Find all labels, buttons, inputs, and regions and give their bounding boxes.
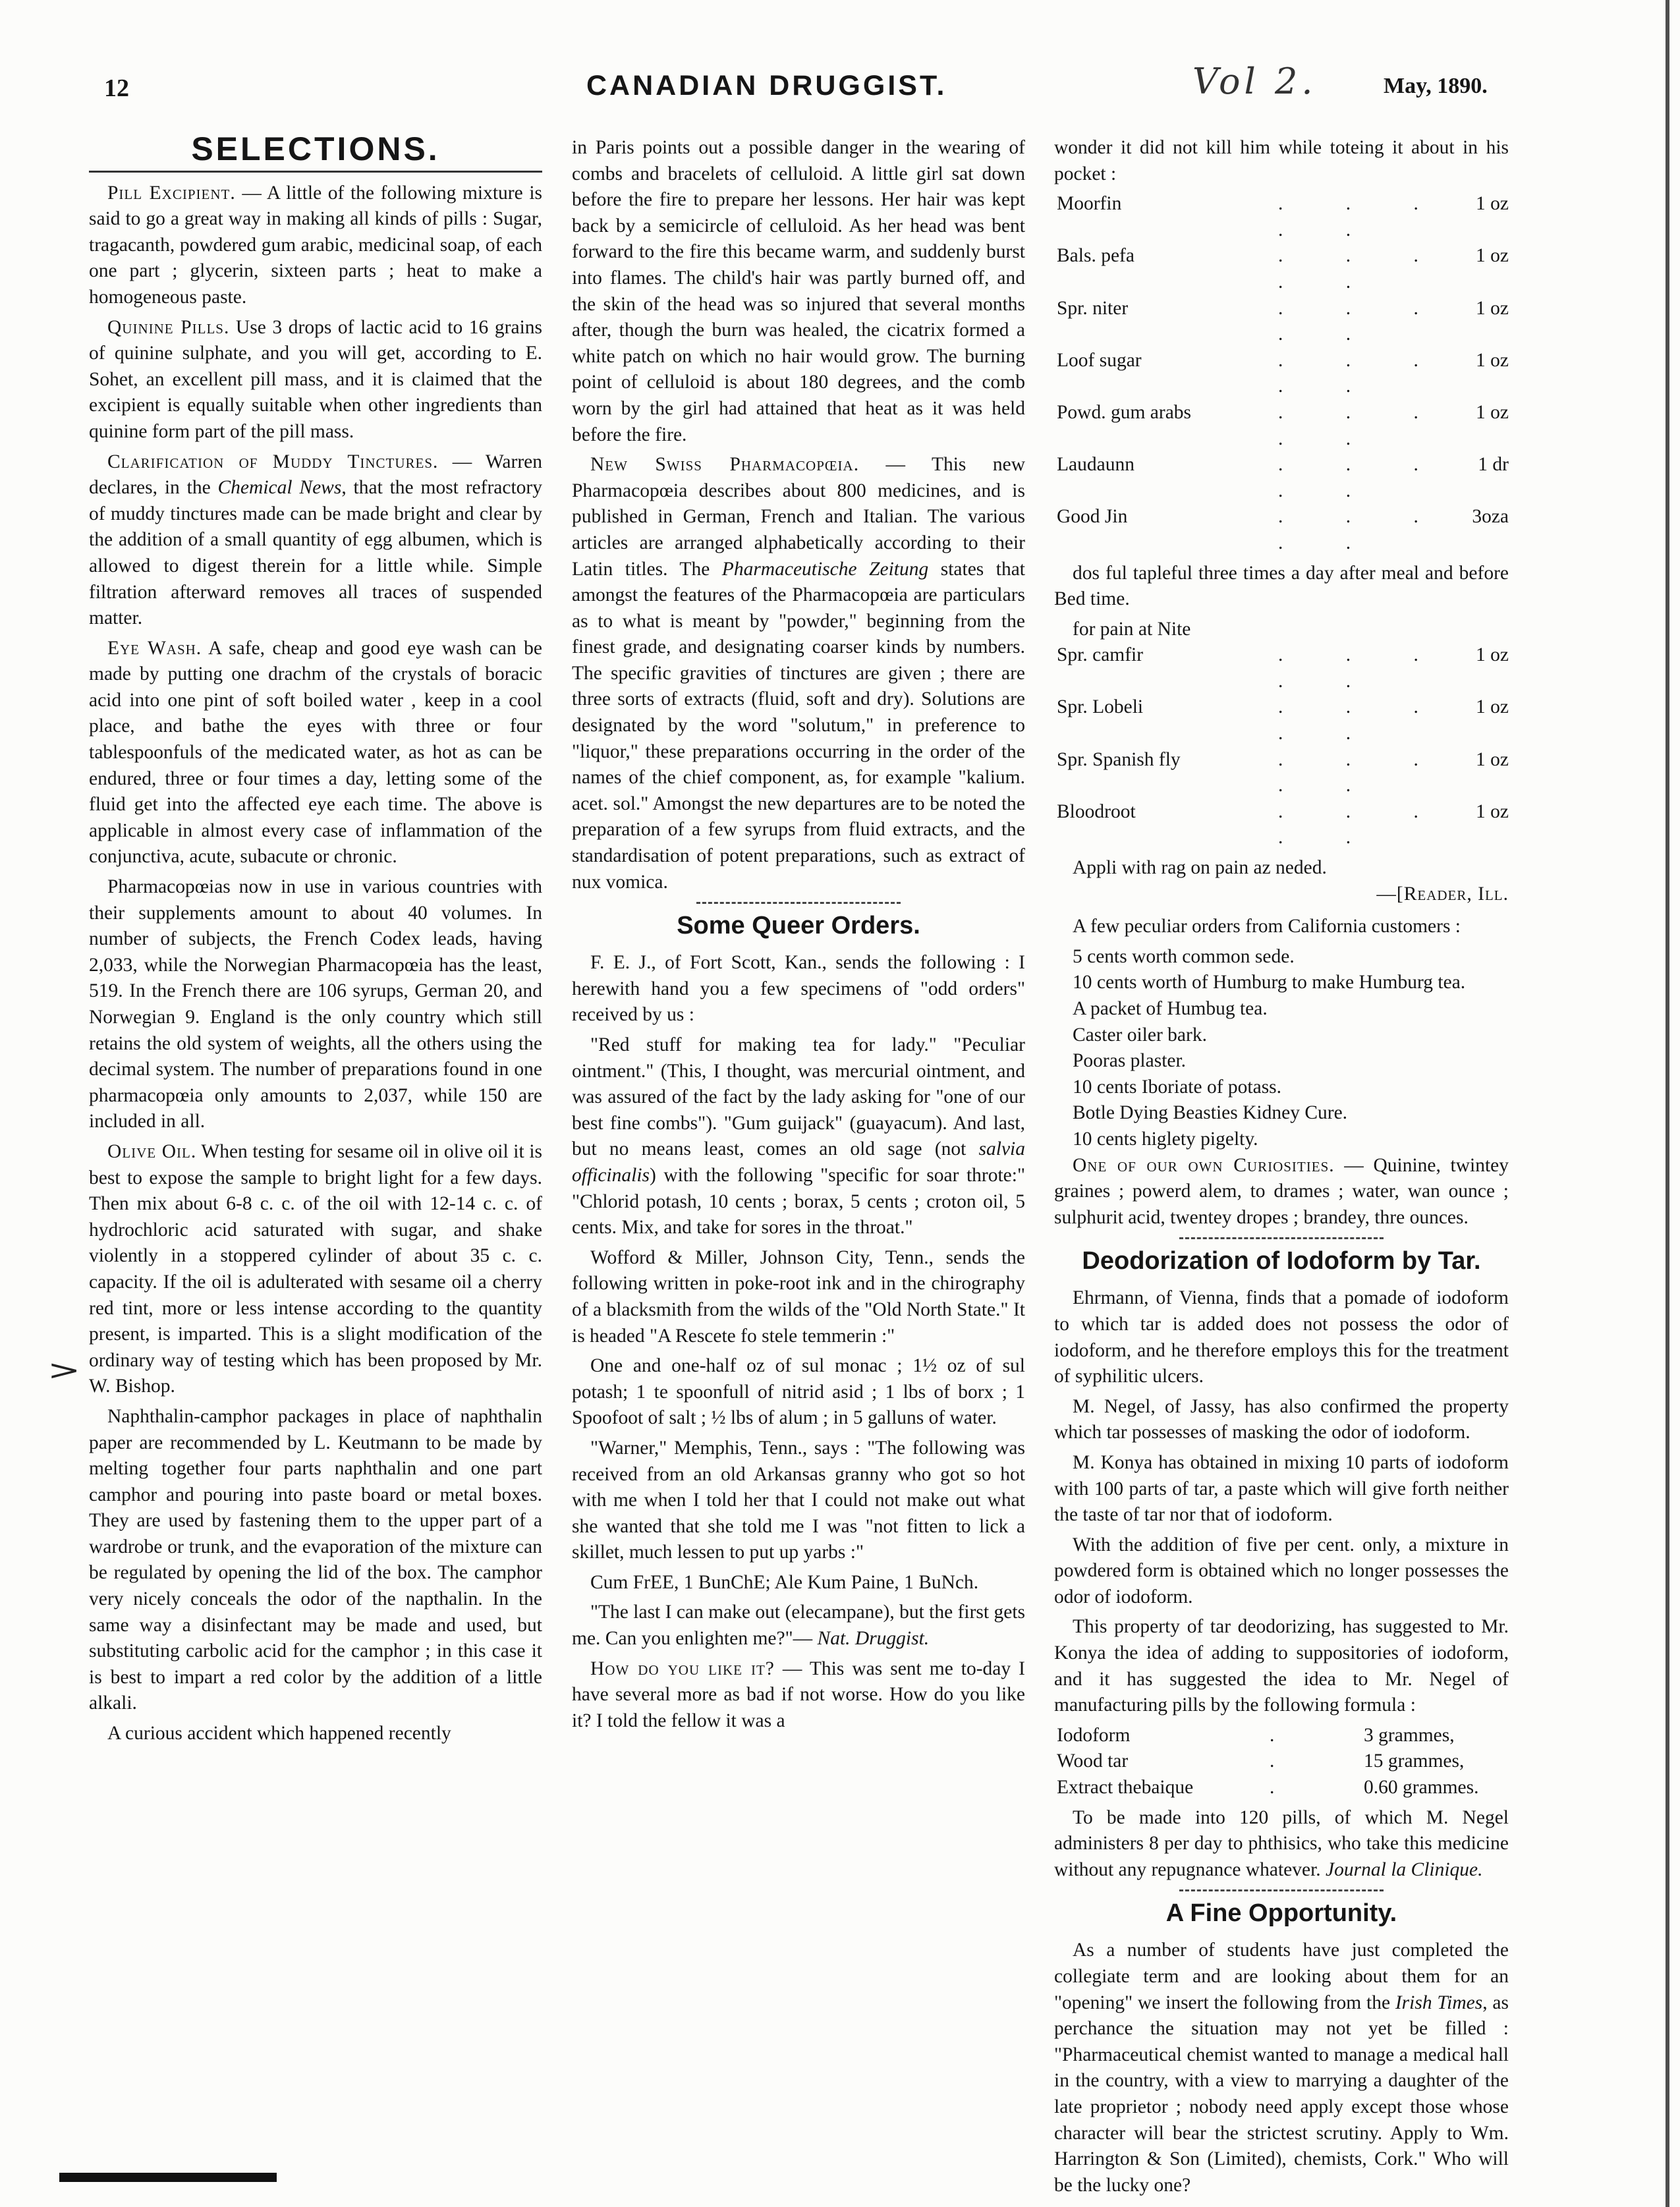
ingredient-quantity: 3 grammes, [1364, 1724, 1455, 1746]
heading-rule [89, 171, 542, 173]
order-item: Caster oiler bark. [1073, 1024, 1207, 1046]
article-title: Olive Oil. [107, 1140, 197, 1162]
ingredient-quantity: 1 oz [1476, 644, 1509, 666]
article-text: When testing for sesame oil in olive oil it is best to expose the sample to bright light for a few days. Then mix about 6-8 c. c. of the oil with 12-14 c. c. of hydrochloric acid saturated with sugar, and shake violently in a stoppered cylinder of about 35 c. c. capacity. If the oil is adulterated with sesame oil a cherry red tint, more or less intense according to the quantity present, is imparted. This is a slight modification of the ordinary way of testing which has been proposed by Mr. W. Bishop. [89, 1140, 542, 1397]
article-text: — This was sent me to-day I have several more as bad if not worse. How do you like it? I told the fellow it was a [572, 1658, 1025, 1731]
ingredient-row [1054, 799, 1509, 851]
fine-opportunity-text [1054, 1938, 1509, 2198]
article-title: Quinine Pills. [107, 316, 230, 338]
order-item: 10 cents Iboriate of potass. [1073, 1076, 1282, 1098]
article-title: How do you like it? [590, 1658, 775, 1679]
section-divider [1179, 1889, 1384, 1891]
warner-comment [572, 1600, 1025, 1652]
ingredient-quantity: 0.60 grammes. [1364, 1777, 1479, 1799]
scan-artifact-bar [59, 2173, 277, 2182]
ingredient-quantity: 1 oz [1476, 193, 1509, 215]
dot-leader: . . . . . [1278, 454, 1447, 501]
source-name: Chemical News [217, 477, 342, 499]
section-divider [1179, 1237, 1384, 1239]
ingredient-quantity: 1 oz [1476, 349, 1509, 371]
dot-leader: . . . . . [1278, 644, 1447, 692]
ingredient-name: Bloodroot [1057, 800, 1136, 822]
ingredient-name: Spr. Spanish fly [1057, 748, 1181, 770]
ingredient-row [1054, 1775, 1509, 1801]
signature: —[Reader, Ill. [1376, 883, 1509, 905]
ingredient-row [1054, 642, 1509, 694]
dot-leader: . . . . . [1278, 696, 1447, 744]
source-name: Pharmaceutische Zeitung [721, 558, 929, 580]
ingredient-row [1054, 1748, 1509, 1775]
page-number: 12 [104, 74, 129, 102]
source-name: Nat. Druggist. [817, 1628, 930, 1650]
ingredient-row [1054, 747, 1509, 799]
ingredient-row [1054, 191, 1509, 243]
ingredient-name: Extract thebaique [1057, 1777, 1194, 1799]
article-text: As a number of students have just completed the collegiate term and are looking about them for an "opening" we insert the following from the [1054, 1940, 1509, 2013]
article-text: "The last I can make out (elecampane), but the first gets me. Can you enlighten me?"— [572, 1602, 1025, 1650]
dot-leader: . . . . . [1278, 297, 1447, 345]
ingredient-name: Good Jin [1057, 506, 1128, 528]
article-curious-accident-cont: in Paris points out a possible danger in the wearing of combs and bracelets of celluloid. A little girl sat down before the fire to prepare her lessons. Her hair was kept back by a semicircle of celluloid. As her head was bent forward to the fire this became warm, and suddenly burst into flames. The child's hair was partly burned off, and the skin of the head was so injured that several months after, though the burn was healed, the cicatrix formed a white patch on which no hair would grow. The burning point of celluloid is about 180 degrees, and the comb worn by the girl had attained that heat as it was held before the fire. [572, 137, 1025, 445]
ingredient-row [1054, 400, 1509, 452]
ingredient-name: Spr. camfir [1057, 644, 1144, 666]
article-muddy-tinctures [89, 449, 542, 632]
ingredient-row [1054, 504, 1509, 556]
column-2 [572, 135, 1025, 1738]
dot-leader: . [1270, 1750, 1304, 1772]
article-text: A safe, cheap and good eye wash can be made by putting one drachm of the crystals of boracic acid into one pint of soft boiled water , keep in a cool place, and bathe the eyes with three or four tablespoonfuls of the medicated water, as hot as can be endured, three or four times a day, letting some of the fluid get into the affected eye each time. The above is applicable in almost every case of inflammation of the conjunctiva, acute, subacute or chronic. [89, 637, 542, 868]
journal-title: CANADIAN DRUGGIST. [586, 70, 947, 101]
order-item: Pooras plaster. [1073, 1050, 1187, 1072]
ingredient-quantity: 1 dr [1478, 454, 1509, 476]
how-do-you-like-it-cont: wonder it did not kill him while toteing it about in his pocket : [1054, 137, 1509, 184]
ingredient-row [1054, 694, 1509, 746]
dot-leader: . . . . . [1278, 748, 1447, 796]
ingredient-row [1054, 296, 1509, 348]
ingredient-row [1054, 452, 1509, 504]
article-naphthalin-camphor: Naphthalin-camphor packages in place of naphthalin paper are recommended by L. Keutmann to be made by melting together four parts naphthalin and one part camphor and pouring into paste board or metal boxes. They are used by fastening them to the upper part of a wardrobe or trunk, and the evaporation of the mixture can be regulated by opening the lid of the box. The camphor very nicely conceals the odor of the napthalin. In the same way a disinfectant may be made and used, but substituting carbolic acid for the camphor ; in this case it is best to impart a red color by the addition of a little alkali. [89, 1405, 542, 1714]
ingredient-quantity: 1 oz [1476, 401, 1509, 423]
ingredient-quantity: 1 oz [1476, 748, 1509, 770]
ingredient-quantity: 15 grammes, [1364, 1750, 1465, 1772]
ingredient-quantity: 3oza [1472, 506, 1509, 528]
article-pharmacopoeias: Pharmacopœias now in use in various countries with their supplements amount to about 40 volumes. In number of subjects, the French Codex leads, having 2,033, while the Norwegian Pharmacopœia has the least, 519. In the French there are 106 syrups, German 20, and Norwegian 9. England is the only country which still retains the old system of weights, all the others using the decimal system. The number of preparations found in one pharmacopœia only amounts to 2,037, while 150 are included in all. [89, 876, 542, 1132]
dot-leader: . . . . . [1278, 349, 1447, 397]
ingredient-name: Laudaunn [1057, 454, 1134, 476]
ingredient-name: Bals. pefa [1057, 245, 1134, 267]
queer-orders-list [572, 1032, 1025, 1241]
latin-name: salvia officinalis [572, 1138, 1025, 1186]
dot-leader: . . . . . [1278, 245, 1447, 293]
iodoform-p6 [1054, 1805, 1509, 1884]
our-own-curiosities [1054, 1153, 1509, 1231]
dot-leader: . . . . . [1278, 193, 1447, 240]
ingredient-name: Loof sugar [1057, 349, 1142, 371]
article-title: Eye Wash. [107, 637, 202, 659]
order-item: Botle Dying Beasties Kidney Cure. [1073, 1102, 1348, 1124]
section-heading-iodoform: Deodorization of Iodoform by Tar. [1082, 1247, 1481, 1275]
handwritten-volume-note: Vol 2. [1192, 61, 1317, 102]
iodoform-p3: M. Konya has obtained in mixing 10 parts of iodoform with 100 parts of tar, a paste which will give forth neither the taste of tar nor that of iodoform. [1054, 1451, 1509, 1526]
ingredient-quantity: 1 oz [1476, 245, 1509, 267]
article-text: , as perchance the situation may not yet be filled : "Pharmaceutical chemist wanted to manage a medical hall in the country, with a view to marrying a daughter of the late proprietor ; nobody need apply except those whose character will bear the strictest scrutiny. Apply to Wm. Harrington & Son (Limited), chemists, Cork." Who will be the lucky one? [1054, 1992, 1509, 2196]
issue-date: May, 1890. [1384, 74, 1488, 98]
ingredient-quantity: 1 oz [1476, 696, 1509, 718]
granny-order: Cum FrEE, 1 BunChE; Ale Kum Paine, 1 BuNch. [590, 1571, 979, 1593]
page-edge-line [1666, 0, 1669, 2207]
article-text: — Quinine, twintey graines ; powerd alem, to drames ; water, wan ounce ; sulphurit acid, twentey dropes ; brandey, thre ounces. [1054, 1154, 1509, 1228]
wofford-miller-order: Wofford & Miller, Johnson City, Tenn., sends the following written in poke-root ink and in the chirography of a blacksmith from the wilds of the "Old North State." It is headed "A Rescete fo stele temmerin :" [572, 1246, 1025, 1347]
article-swiss-pharmacopoeia [572, 452, 1025, 895]
california-orders-intro: A few peculiar orders from California customers : [1073, 916, 1461, 937]
ingredient-row [1054, 243, 1509, 295]
section-heading-selections: SELECTIONS. [191, 130, 440, 167]
queer-orders-intro: F. E. J., of Fort Scott, Kan., sends the following : I herewith hand you a few specimens of "odd orders" received by us : [572, 952, 1025, 1026]
iodoform-p4: With the addition of five per cent. only, a mixture in powdered form is obtained which no longer possesses the odor of iodoform. [1054, 1534, 1509, 1607]
ingredient-row [1054, 348, 1509, 400]
article-text: To be made into 120 pills, of which M. Negel administers 8 per day to phthisics, who take this medicine without any repugnance whatever. [1054, 1806, 1509, 1880]
dot-leader: . . . . . [1278, 800, 1447, 849]
ingredient-name: Spr. Lobeli [1057, 696, 1144, 718]
article-curious-accident-start: A curious accident which happened recently [107, 1723, 451, 1745]
iodoform-p2: M. Negel, of Jassy, has also confirmed the property which tar possesses of masking the odor of iodoform. [1054, 1395, 1509, 1443]
source-name: Journal la Clinique. [1326, 1858, 1483, 1880]
source-name: Irish Times [1395, 1992, 1483, 2013]
recipe-dosage: dos ful tapleful three times a day after meal and before Bed time. [1054, 562, 1509, 610]
order-item: A packet of Humbug tea. [1073, 998, 1268, 1019]
ingredient-name: Moorfin [1057, 193, 1122, 215]
dot-leader: . . . . . [1278, 401, 1447, 449]
dot-leader: . [1270, 1724, 1304, 1746]
recipe-list-2 [1054, 642, 1509, 851]
article-text: , that the most refractory of muddy tinctures made can be made bright and clear by the addition of a small quantity of egg albumen, which is allowed to digest therein for a little while. Simple filtration afterward removes all traces of suspended matter. [89, 477, 542, 629]
article-title: New Swiss Pharmacopœia. [590, 454, 860, 476]
article-text: — This new Pharmacopœia describes about 800 medicines, and is published in German, French and Italian. The various articles are arranged alphabetically according to their Latin titles. The [572, 454, 1025, 580]
blacksmith-recipe: One and one-half oz of sul monac ; 1½ oz of sul potash; 1 te spoonfull of nitrid asid ; 1 lbs of borx ; 1 Spoofoot of salt ; ½ lbs of alum ; in 5 galluns of water. [572, 1355, 1025, 1429]
ingredient-name: Wood tar [1057, 1750, 1129, 1772]
section-heading-queer-orders: Some Queer Orders. [677, 912, 920, 940]
article-text: — Warren declares, in the [89, 451, 542, 499]
dot-leader: . [1270, 1777, 1304, 1799]
article-text: "Red stuff for making tea for lady." "Peculiar ointment." (This, I thought, was mercurial ointment, and was assured of the fact by the lady asking for "one of our best fine combs"). "Gum guijack" (guayacum). And last, but no means least, comes an old sage (not [572, 1034, 1025, 1160]
ingredient-quantity: 1 oz [1476, 297, 1509, 319]
article-olive-oil [89, 1139, 542, 1400]
iodoform-p1: Ehrmann, of Vienna, finds that a pomade of iodoform to which tar is added does not possess the odor of iodoform, and he therefore employs this for the treatment of syphilitic ulcers. [1054, 1287, 1509, 1387]
warner-order: "Warner," Memphis, Tenn., says : "The following was received from an old Arkansas granny who got so hot with me when I told her that I could not make out what she wanted that she told me I was "not fitten to lick a skillet, much lessen to put up yarbs :" [572, 1437, 1025, 1563]
column-3 [1054, 135, 1509, 2202]
article-pill-excipient [89, 181, 542, 311]
recipe-list-1 [1054, 191, 1509, 556]
ingredient-name: Spr. niter [1057, 297, 1129, 319]
article-text: Use 3 drops of lactic acid to 16 grains of quinine sulphate, and you will get, according to E. Sohet, an excellent pill mass, and it is claimed that the excipient is equally suitable when other ingredients than quinine form part of the pill mass. [89, 316, 542, 442]
article-text: — A little of the following mixture is said to go a great way in making all kinds of pills : Sugar, tragacanth, powdered gum arabic, medicinal soap, of each one part ; glycerin, sixteen parts ; heat to make a homogeneous paste. [89, 182, 543, 308]
ingredient-name: Iodoform [1057, 1724, 1131, 1746]
page-header [99, 61, 1515, 105]
dot-leader: . . . . . [1278, 506, 1447, 553]
order-item: 10 cents worth of Humburg to make Humburg tea. [1073, 972, 1466, 993]
iodoform-p5: This property of tar deodorizing, has suggested to Mr. Konya the idea of adding to suppositories of iodoform, and it has suggested the idea to Mr. Negel of manufacturing pills by the following formula : [1054, 1616, 1509, 1716]
article-text: ) with the following "specific for soar throte:" "Chlorid potash, 10 cents ; borax, 5 cents ; croton oil, 5 cents. Mix, and take for sores in the throat." [572, 1164, 1025, 1239]
article-eye-wash [89, 636, 542, 870]
iodoform-formula [1054, 1723, 1509, 1801]
margin-arrow-mark: > [47, 1354, 81, 1387]
california-orders-list [1054, 944, 1509, 1153]
recipe-2-intro: for pain at Nite [1073, 618, 1191, 640]
ingredient-name: Powd. gum arabs [1057, 401, 1192, 423]
article-text: states that amongst the features of the Pharmacopœia are particulars as to what is meant by "powder," beginning from the finest grade, and designating coarser kinds by numbers. The specific gravities of tinctures are given ; there are three sorts of extracts (fluid, soft and dry). Solutions are designated by the word "solutum," in preference to "liquor," these preparations occurring in the order of the names of the chief component, as, for example "kalium. acet. sol." Amongst the new departures are to be noted the preparation of a few syrups from fluid extracts, and the standardisation of potent preparations, such as extract of nux vomica. [572, 558, 1025, 893]
column-1 [89, 130, 543, 1751]
article-title: One of our own Curiosities. [1073, 1154, 1335, 1176]
article-quinine-pills [89, 315, 542, 445]
ingredient-quantity: 1 oz [1476, 800, 1509, 822]
how-do-you-like-it [572, 1656, 1025, 1735]
section-divider [696, 902, 901, 904]
article-title: Clarification of Muddy Tinctures. [107, 451, 439, 472]
order-item: 5 cents worth common sede. [1073, 945, 1295, 967]
section-heading-fine-opportunity: A Fine Opportunity. [1165, 1899, 1397, 1928]
article-title: Pill Excipient. [107, 182, 236, 204]
recipe-2-application: Appli with rag on pain az neded. [1073, 857, 1327, 879]
ingredient-row [1054, 1723, 1509, 1749]
order-item: 10 cents higlety pigelty. [1073, 1128, 1258, 1150]
